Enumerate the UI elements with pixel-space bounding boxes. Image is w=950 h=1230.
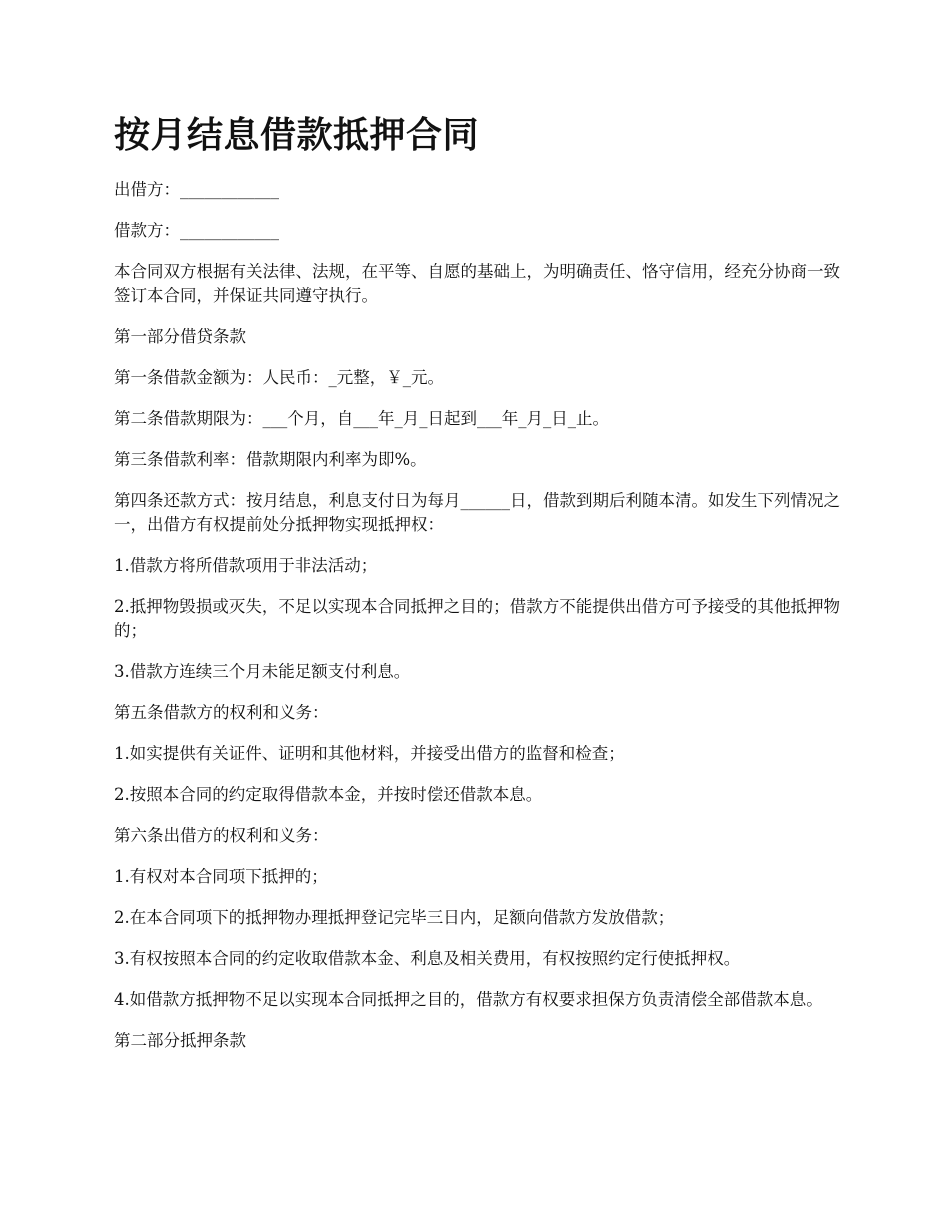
- article-4-repayment: 第四条还款方式：按月结息，利息支付日为每月______日，借款到期后利随本清。如发生下列情况之一，出借方有权提前处分抵押物实现抵押权：: [114, 491, 840, 534]
- article-4-item-3: 3.借款方连续三个月未能足额支付利息。: [114, 662, 411, 681]
- article-5-item-2: 2.按照本合同的约定取得借款本金，并按时偿还借款本息。: [114, 785, 543, 804]
- article-4-item-2: 2.抵押物毁损或灭失，不足以实现本合同抵押之目的；借款方不能提供出借方可予接受的其他抵押物的；: [114, 597, 840, 640]
- section-heading-mortgage-terms: 第二部分抵押条款: [114, 1031, 246, 1050]
- borrower-field: 借款方：____________: [114, 221, 279, 240]
- lender-field: 出借方：____________: [114, 180, 279, 199]
- article-6-item-4: 4.如借款方抵押物不足以实现本合同抵押之目的，借款方有权要求担保方负责清偿全部借款本息。: [114, 990, 823, 1009]
- article-5-borrower-rights: 第五条借款方的权利和义务：: [114, 703, 329, 722]
- document-page: [114, 108, 840, 1070]
- article-2-loan-term: 第二条借款期限为：___个月，自___年_月_日起到___年_月_日_止。: [114, 409, 609, 428]
- section-heading-loan-terms: 第一部分借贷条款: [114, 327, 246, 346]
- preamble-paragraph: 本合同双方根据有关法律、法规，在平等、自愿的基础上，为明确责任、恪守信用，经充分协商一致签订本合同，并保证共同遵守执行。: [114, 262, 840, 305]
- article-3-interest-rate: 第三条借款利率：借款期限内利率为即%。: [114, 450, 427, 469]
- article-6-item-2: 2.在本合同项下的抵押物办理抵押登记完毕三日内，足额向借款方发放借款；: [114, 908, 675, 927]
- article-6-item-1: 1.有权对本合同项下抵押的；: [114, 867, 328, 886]
- article-5-item-1: 1.如实提供有关证件、证明和其他材料，并接受出借方的监督和检查；: [114, 744, 625, 763]
- article-1-loan-amount: 第一条借款金额为：人民币：_元整，￥_元。: [114, 368, 444, 387]
- article-6-lender-rights: 第六条出借方的权利和义务：: [114, 826, 329, 845]
- article-4-item-1: 1.借款方将所借款项用于非法活动；: [114, 556, 378, 575]
- article-6-item-3: 3.有权按照本合同的约定收取借款本金、利息及相关费用，有权按照约定行使抵押权。: [114, 949, 741, 968]
- document-title: 按月结息借款抵押合同: [114, 115, 480, 156]
